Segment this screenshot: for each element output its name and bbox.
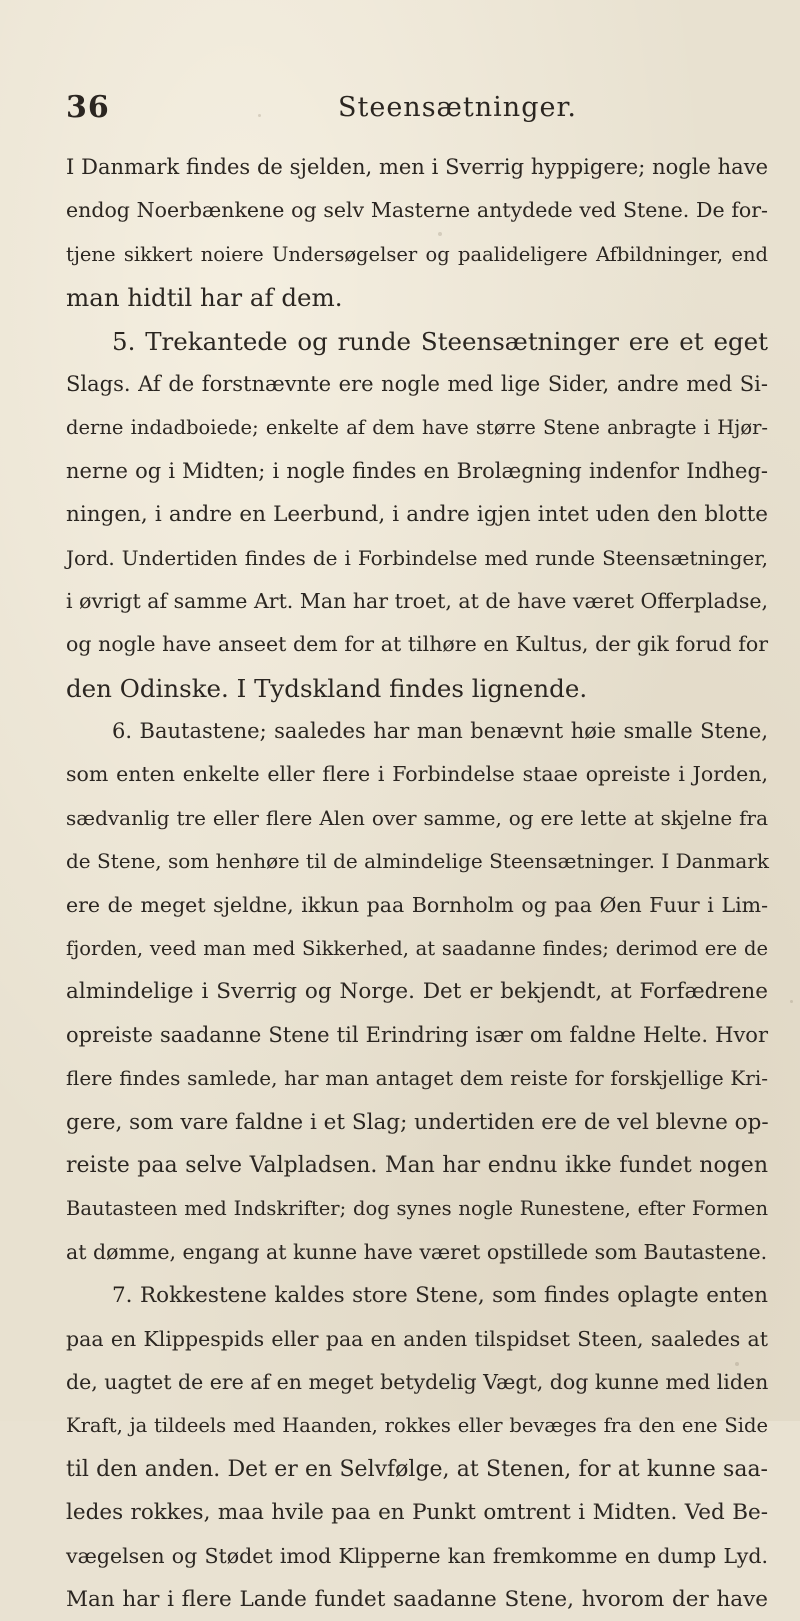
text-line: de, uagtet de ere af en meget betydelig Vægt, dog kunne med liden — [66, 1369, 769, 1394]
text-line: vægelsen og Stødet imod Klipperne kan fremkomme en dump Lyd. — [66, 1543, 768, 1568]
text-line: til den anden. Det er en Selvfølge, at Stenen, for at kunne saa- — [66, 1456, 768, 1482]
text-line: 7. Rokkestene kaldes store Stene, som findes oplagte enten — [112, 1283, 768, 1309]
text-line: paa en Klippespids eller paa en anden tilspidset Steen, saaledes at — [66, 1326, 768, 1351]
text-line: Man har i flere Lande fundet saadanne Stene, hvorom der have — [66, 1586, 768, 1612]
page-header — [66, 88, 766, 128]
text-line: den Odinske. I Tydskland findes lignende. — [66, 673, 588, 703]
text-line: gere, som vare faldne i et Slag; undertiden ere de vel blevne op- — [66, 1109, 769, 1135]
text-line: man hidtil har af dem. — [66, 283, 343, 313]
text-line: fjorden, veed man med Sikkerhed, at saadanne findes; derimod ere de — [66, 937, 768, 961]
text-line: sædvanlig tre eller flere Alen over samme, og ere lette at skjelne fra — [66, 805, 768, 830]
text-line: opreiste saadanne Stene til Erindring især om faldne Helte. Hvor — [66, 1022, 768, 1047]
text-line: ere de meget sjeldne, ikkun paa Bornholm og paa Øen Fuur i Lim- — [66, 892, 768, 917]
text-line: Kraft, ja tildeels med Haanden, rokkes eller bevæges fra den ene Side — [66, 1414, 768, 1438]
text-line: som enten enkelte eller flere i Forbindelse staae opreiste i Jorden, — [66, 762, 768, 787]
running-title: Steensætninger. — [338, 92, 577, 123]
text-line: flere findes samlede, har man antaget dem reiste for forskjellige Kri- — [66, 1066, 768, 1091]
text-line: almindelige i Sverrig og Norge. Det er bekjendt, at Forfædrene — [66, 979, 768, 1005]
text-line: Slags. Af de forstnævnte ere nogle med lige Sider, andre med Si- — [66, 371, 768, 396]
paper-speck — [790, 1000, 793, 1003]
text-line: 6. Bautastene; saaledes har man benævnt høie smalle Stene, — [112, 719, 768, 744]
text-line: reiste paa selve Valpladsen. Man har endnu ikke fundet nogen — [66, 1152, 768, 1178]
text-line: nerne og i Midten; i nogle findes en Brolægning indenfor Indheg- — [66, 458, 768, 483]
text-line: og nogle have anseet dem for at tilhøre en Kultus, der gik forud for — [66, 632, 768, 657]
text-line: at dømme, engang at kunne have været opstillede som Bautastene. — [66, 1239, 768, 1264]
text-line: i øvrigt af samme Art. Man har troet, at de have været Offerpladse, — [66, 588, 768, 613]
text-line: ledes rokkes, maa hvile paa en Punkt omtrent i Midten. Ved Be- — [66, 1500, 768, 1526]
page-number: 36 — [66, 90, 110, 125]
text-line: 5. Trekantede og runde Steensætninger ere et eget — [112, 326, 768, 356]
text-line: endog Noerbænkene og selv Masterne antydede ved Stene. De for- — [66, 198, 768, 223]
text-line: de Stene, som henhøre til de almindelige Steensætninger. I Danmark — [66, 849, 770, 874]
text-line: derne indadboiede; enkelte af dem have større Stene anbragte i Hjør- — [66, 416, 768, 440]
text-line: Bautasteen med Indskrifter; dog synes nogle Runestene, efter Formen — [66, 1197, 768, 1221]
text-line: ningen, i andre en Leerbund, i andre igjen intet uden den blotte — [66, 502, 768, 528]
text-line: Jord. Undertiden findes de i Forbindelse med runde Steensætninger, — [66, 545, 768, 570]
text-line: tjene sikkert noiere Undersøgelser og paalideligere Afbildninger, end — [66, 242, 768, 266]
body-text — [66, 146, 768, 1621]
text-line: I Danmark findes de sjelden, men i Sverrig hyppigere; nogle have — [66, 155, 768, 179]
